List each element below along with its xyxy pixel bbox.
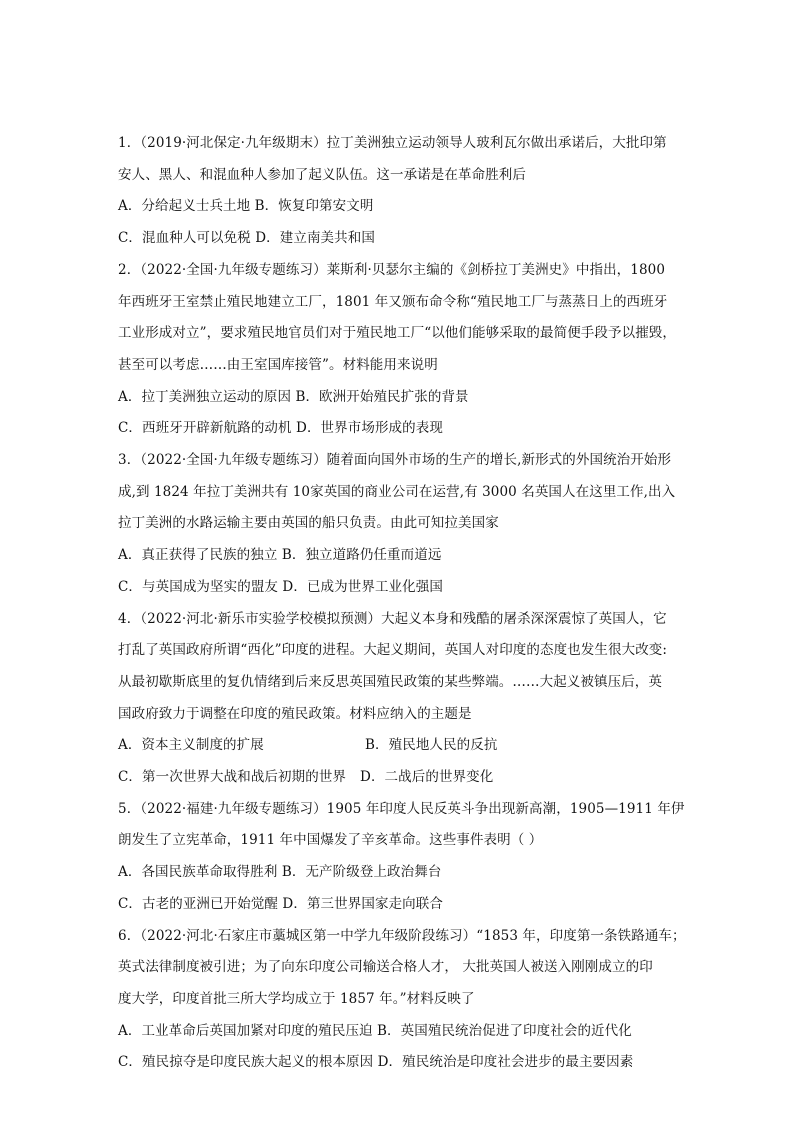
- question-text-line: 成,到 1824 年拉丁美洲共有 10家英国的商业公司在运营,有 3000 名英国人在这里工作,出入: [118, 483, 676, 500]
- question-text-line: 1．（2019·河北保定·九年级期末）拉丁美洲独立运动领导人玻利瓦尔做出承诺后，大批印第: [118, 135, 667, 151]
- option-line: A．拉丁美洲独立运动的原因 B．欧洲开始殖民扩张的背景: [118, 388, 469, 405]
- option-line: A．分给起义士兵土地 B．恢复印第安文明: [118, 198, 374, 215]
- option-line: A．真正获得了民族的独立 B．独立道路仍任重而道远: [118, 547, 442, 564]
- question-4: [118, 604, 714, 794]
- question-text-line: 工业形成对立”，要求殖民地官员们对于殖民地工厂“以他们能够采取的最简便手段予以摧毁，: [118, 325, 677, 342]
- option-line: C．殖民掠夺是印度民族大起义的根本原因 D．殖民统治是印度社会进步的最主要因素: [118, 1054, 634, 1071]
- question-text-line: 2．（2022·全国·九年级专题练习）莱斯利·贝瑟尔主编的《剑桥拉丁美洲史》中指出，1800: [118, 261, 666, 278]
- option-a: A．资本主义制度的扩展: [118, 737, 264, 754]
- question-text-line: 朗发生了立宪革命，1911 年中国爆发了辛亥革命。这些事件表明（ ）: [118, 832, 543, 849]
- question-5: [118, 794, 714, 921]
- option-line: A．工业革命后英国加紧对印度的殖民压迫 B．英国殖民统治促进了印度社会的近代化: [118, 1022, 632, 1039]
- question-text-line: 国政府致力于调整在印度的殖民政策。材料应纳入的主题是: [118, 705, 472, 722]
- question-text-line: 拉丁美洲的水路运输主要由英国的船只负责。由此可知拉美国家: [118, 515, 499, 532]
- option-line: A．各国民族革命取得胜利 B．无产阶级登上政治舞台: [118, 864, 442, 881]
- option-row: [118, 762, 714, 794]
- question-text-line: 度大学，印度首批三所大学均成立于 1857 年。”材料反映了: [118, 990, 475, 1007]
- question-text-line: 5．（2022·福建·九年级专题练习）1905 年印度人民反英斗争出现新高潮，1905—1911 年伊: [118, 800, 685, 817]
- question-text-line: 4．（2022·河北·新乐市实验学校模拟预测）大起义本身和残酷的屠杀深深震惊了英国人，它: [118, 610, 667, 627]
- option-line: C．西班牙开辟新航路的动机 D．世界市场形成的表现: [118, 420, 443, 437]
- question-2: [118, 255, 714, 445]
- question-text-line: 甚至可以考虑……由王室国库接管”。材料能用来说明: [118, 356, 438, 373]
- question-6: [118, 921, 714, 1080]
- option-line: C．古老的亚洲已开始觉醒 D．第三世界国家走向联合: [118, 895, 443, 912]
- question-text-line: 年西班牙王室禁止殖民地建立工厂，1801 年又颁布命令称“殖民地工厂与蒸蒸日上的西班牙: [118, 293, 668, 310]
- question-text-line: 6．（2022·河北·石家庄市藁城区第一中学九年级阶段练习）“1853 年，印度第一条铁路通车；: [118, 927, 686, 944]
- question-text-line: 安人、黑人、和混血种人参加了起义队伍。这一承诺是在革命胜利后: [118, 166, 526, 183]
- question-text-line: 从最初歇斯底里的复仇情绪到后来反思英国殖民政策的某些弊端。……大起义被镇压后，英: [118, 673, 662, 690]
- option-d: D．二战后的世界变化: [360, 769, 494, 786]
- option-row: [118, 730, 714, 762]
- question-3: [118, 445, 714, 604]
- option-line: C．与英国成为坚实的盟友 D．已成为世界工业化强国: [118, 578, 443, 595]
- option-line: C．混血种人可以免税 D．建立南美共和国: [118, 230, 375, 247]
- option-c: C．第一次世界大战和战后初期的世界: [118, 769, 347, 786]
- question-text-line: 英式法律制度被引进；为了向东印度公司输送合格人才， 大批英国人被送入刚刚成立的印: [118, 959, 653, 976]
- question-text-line: 打乱了英国政府所谓“西化”印度的进程。大起义期间，英国人对印度的态度也发生很大改变:: [118, 642, 668, 659]
- question-1: [118, 128, 714, 255]
- option-b: B．殖民地人民的反抗: [365, 737, 498, 754]
- question-text-line: 3．（2022·全国·九年级专题练习）随着面向国外市场的生产的增长,新形式的外国统治开始形: [118, 452, 672, 469]
